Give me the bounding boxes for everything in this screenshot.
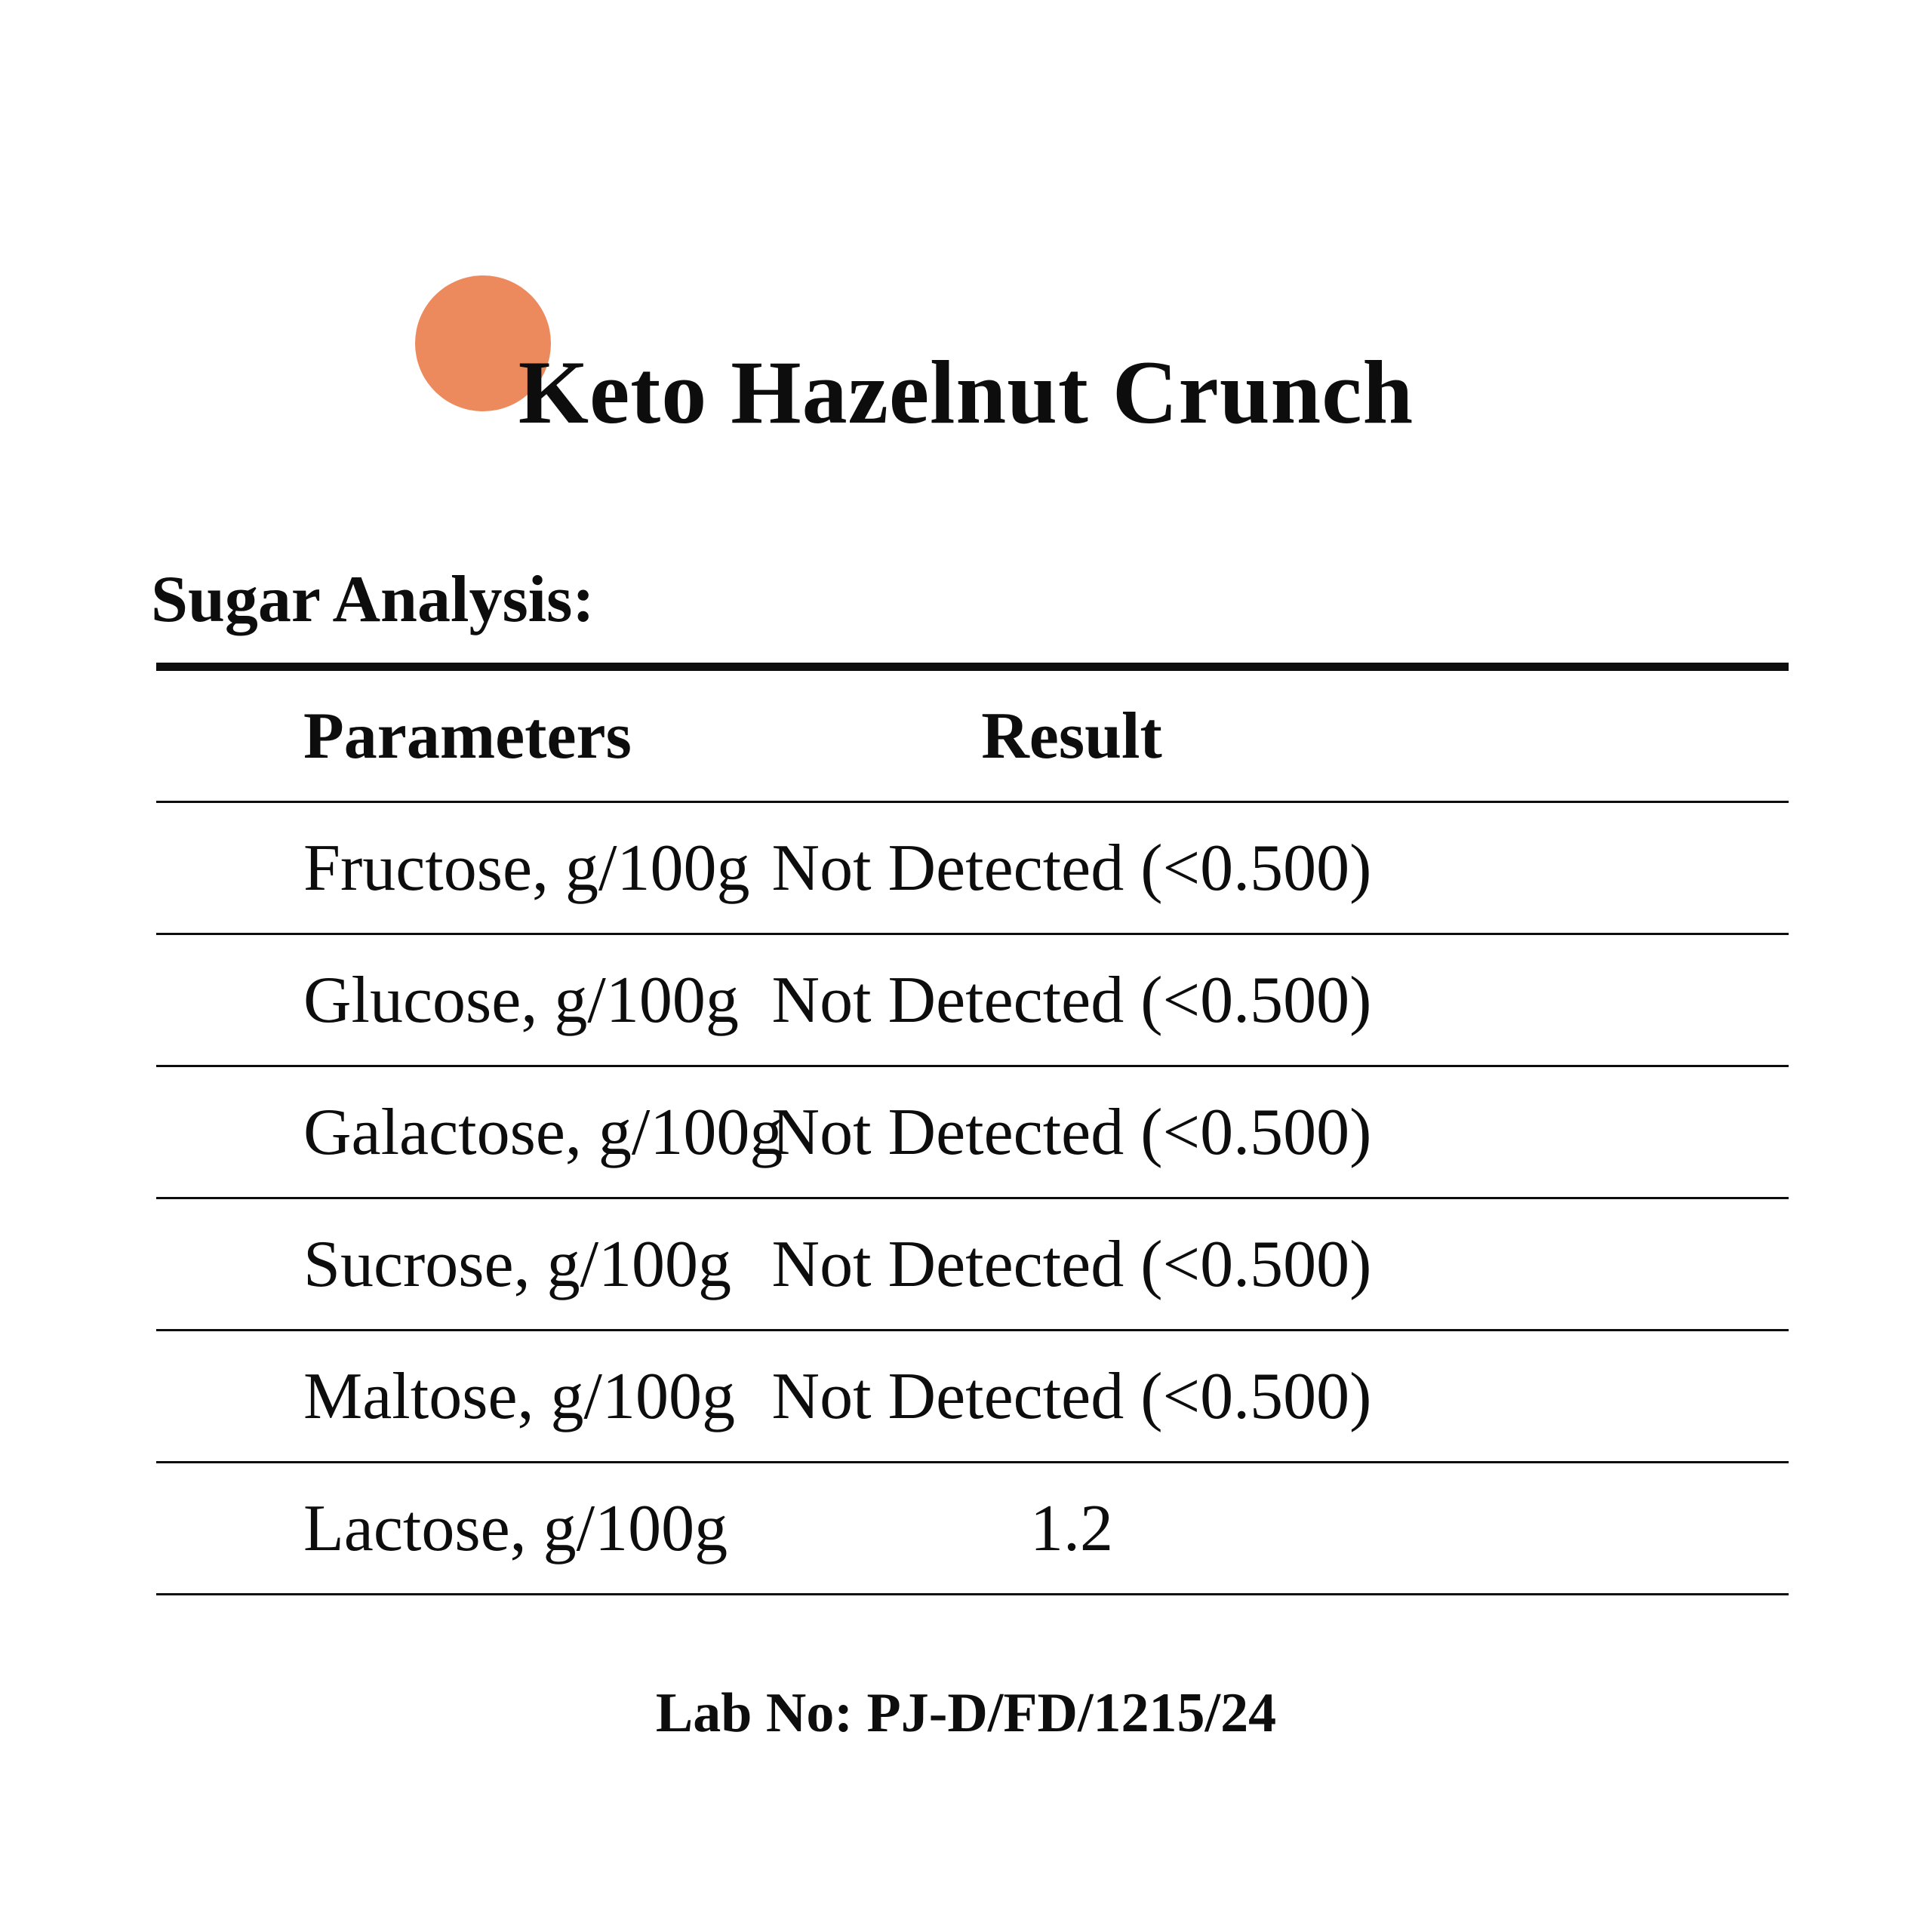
- table-row: [156, 1067, 1789, 1199]
- heading-divider: [156, 663, 1789, 671]
- table-header-row: [156, 671, 1789, 803]
- table-row: [156, 803, 1789, 935]
- table-row: [156, 1331, 1789, 1463]
- result-cell: 1.2: [1030, 1491, 1113, 1565]
- product-title: Keto Hazelnut Crunch: [518, 342, 1414, 442]
- section-heading: Sugar Analysis:: [151, 563, 595, 636]
- result-cell: Not Detected (<0.500): [771, 1227, 1372, 1301]
- lab-number: Lab No: PJ-D/FD/1215/24: [655, 1682, 1277, 1744]
- sugar-analysis-table: [156, 671, 1789, 1595]
- parameter-cell: Fructose, g/100g: [303, 831, 750, 905]
- result-cell: Not Detected (<0.500): [771, 963, 1372, 1037]
- result-cell: Not Detected (<0.500): [771, 831, 1372, 905]
- parameter-cell: Lactose, g/100g: [303, 1491, 728, 1565]
- table-row: [156, 935, 1789, 1067]
- table-row: [156, 1463, 1789, 1595]
- result-cell: Not Detected (<0.500): [771, 1095, 1372, 1169]
- parameter-cell: Glucose, g/100g: [303, 963, 739, 1037]
- parameter-cell: Galactose, g/100g: [303, 1095, 783, 1169]
- result-cell: Not Detected (<0.500): [771, 1359, 1372, 1433]
- parameter-cell: Maltose, g/100g: [303, 1359, 735, 1433]
- table-row: [156, 1199, 1789, 1331]
- column-header-result: Result: [981, 699, 1162, 773]
- parameter-cell: Sucrose, g/100g: [303, 1227, 732, 1301]
- column-header-parameters: Parameters: [303, 699, 632, 773]
